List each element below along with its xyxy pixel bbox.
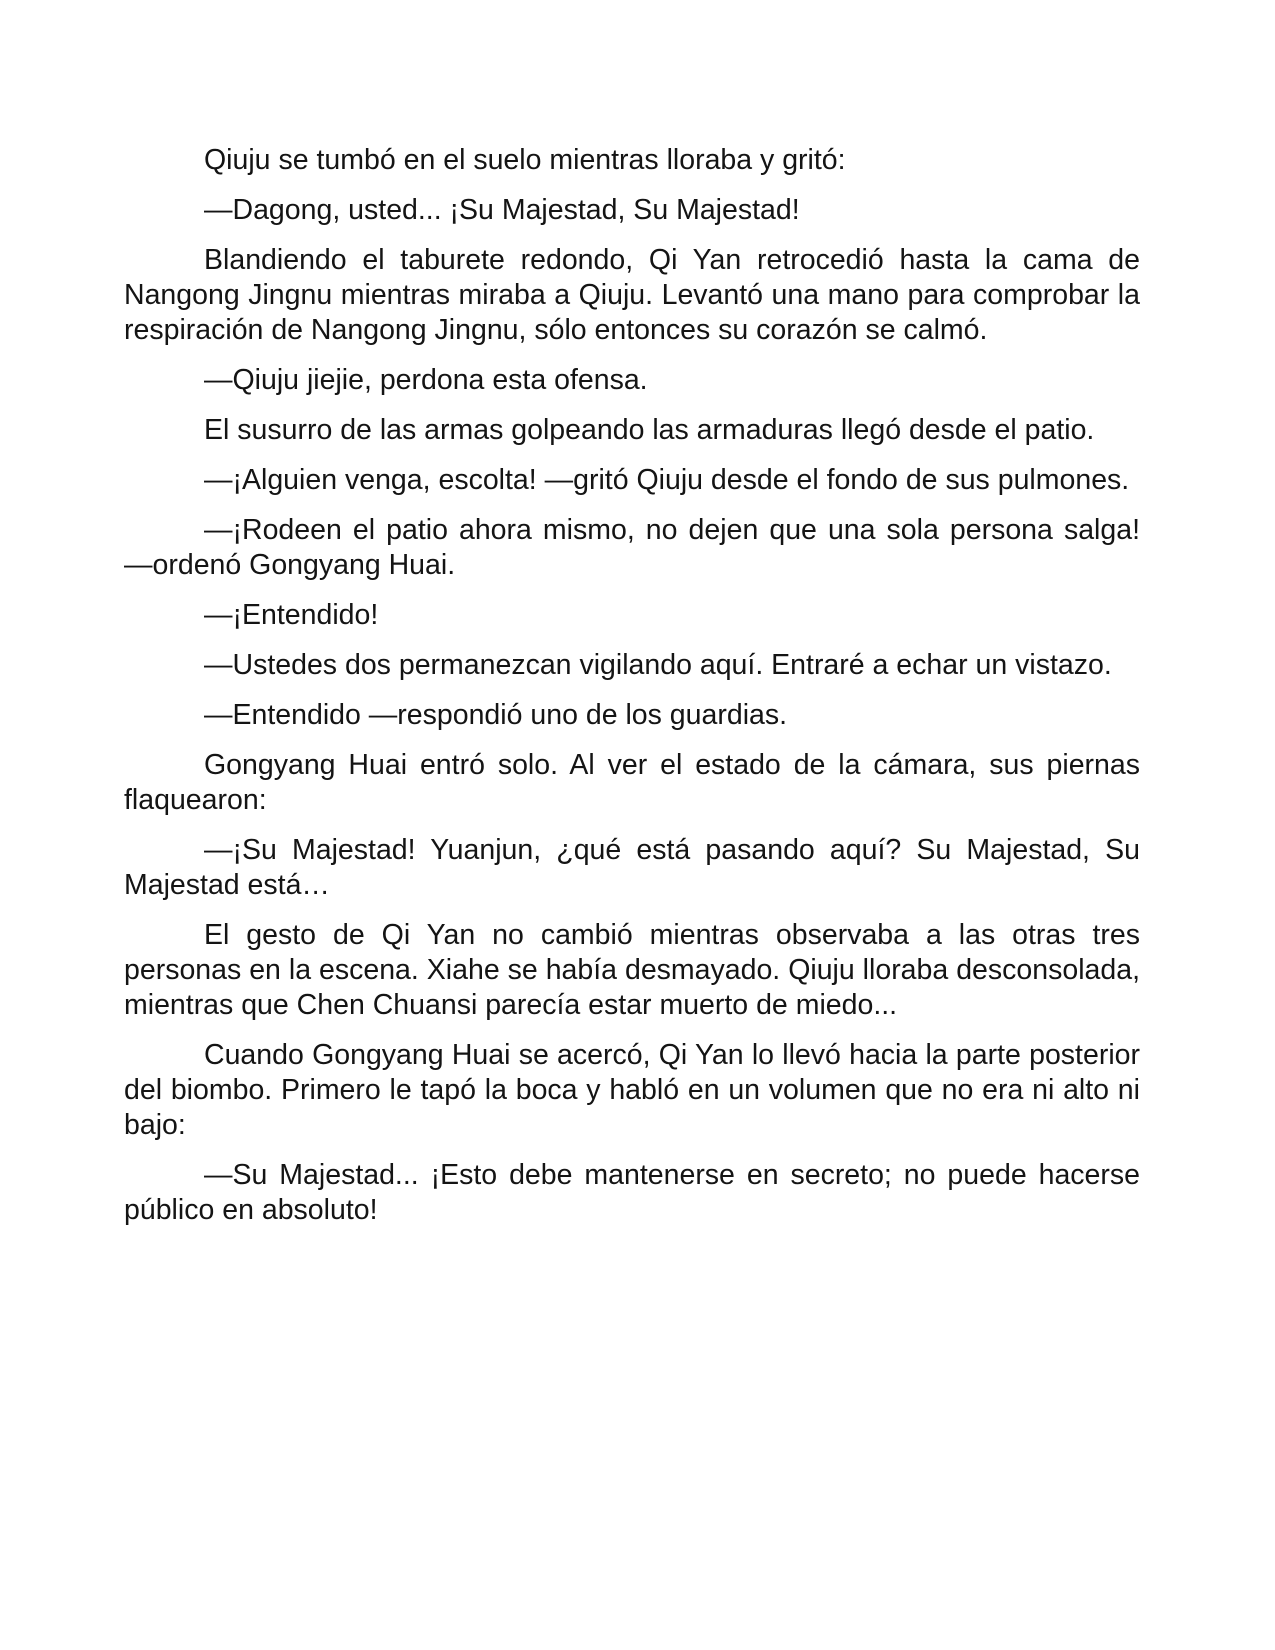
paragraph: —¡Alguien venga, escolta! —gritó Qiuju desde el fondo de sus pulmones. [204, 464, 1130, 496]
document-body [124, 143, 1140, 1243]
paragraph: —Dagong, usted... ¡Su Majestad, Su Majestad! [204, 194, 800, 226]
paragraph: El susurro de las armas golpeando las armaduras llegó desde el patio. [204, 414, 1095, 446]
paragraph: Cuando Gongyang Huai se acercó, Qi Yan lo llevó hacia la parte posterior del biombo. Primero le tapó la boca y habló en un volumen que no era ni alto ni bajo: [124, 1039, 1140, 1141]
paragraph: —Entendido —respondió uno de los guardias. [204, 699, 788, 731]
paragraph: —Ustedes dos permanezcan vigilando aquí. Entraré a echar un vistazo. [204, 649, 1112, 681]
paragraph: Qiuju se tumbó en el suelo mientras lloraba y gritó: [204, 144, 846, 176]
paragraph: —¡Entendido! [204, 599, 379, 631]
paragraph: Gongyang Huai entró solo. Al ver el estado de la cámara, sus piernas flaquearon: [124, 749, 1140, 816]
paragraph: —Qiuju jiejie, perdona esta ofensa. [204, 364, 648, 396]
paragraph: —¡Su Majestad! Yuanjun, ¿qué está pasando aquí? Su Majestad, Su Majestad está… [124, 834, 1140, 901]
paragraph: —¡Rodeen el patio ahora mismo, no dejen que una sola persona salga! —ordenó Gongyang Huai. [124, 514, 1140, 581]
paragraph: Blandiendo el taburete redondo, Qi Yan retrocedió hasta la cama de Nangong Jingnu mientras miraba a Qiuju. Levantó una mano para comprobar la respiración de Nangong Jingnu, sólo entonces su corazón se calmó. [124, 244, 1140, 346]
paragraph: —Su Majestad... ¡Esto debe mantenerse en secreto; no puede hacerse público en absoluto! [124, 1159, 1140, 1226]
paragraph: El gesto de Qi Yan no cambió mientras observaba a las otras tres personas en la escena. Xiahe se había desmayado. Qiuju lloraba desconsolada, mientras que Chen Chuansi parecía estar muerto de miedo... [124, 919, 1140, 1021]
